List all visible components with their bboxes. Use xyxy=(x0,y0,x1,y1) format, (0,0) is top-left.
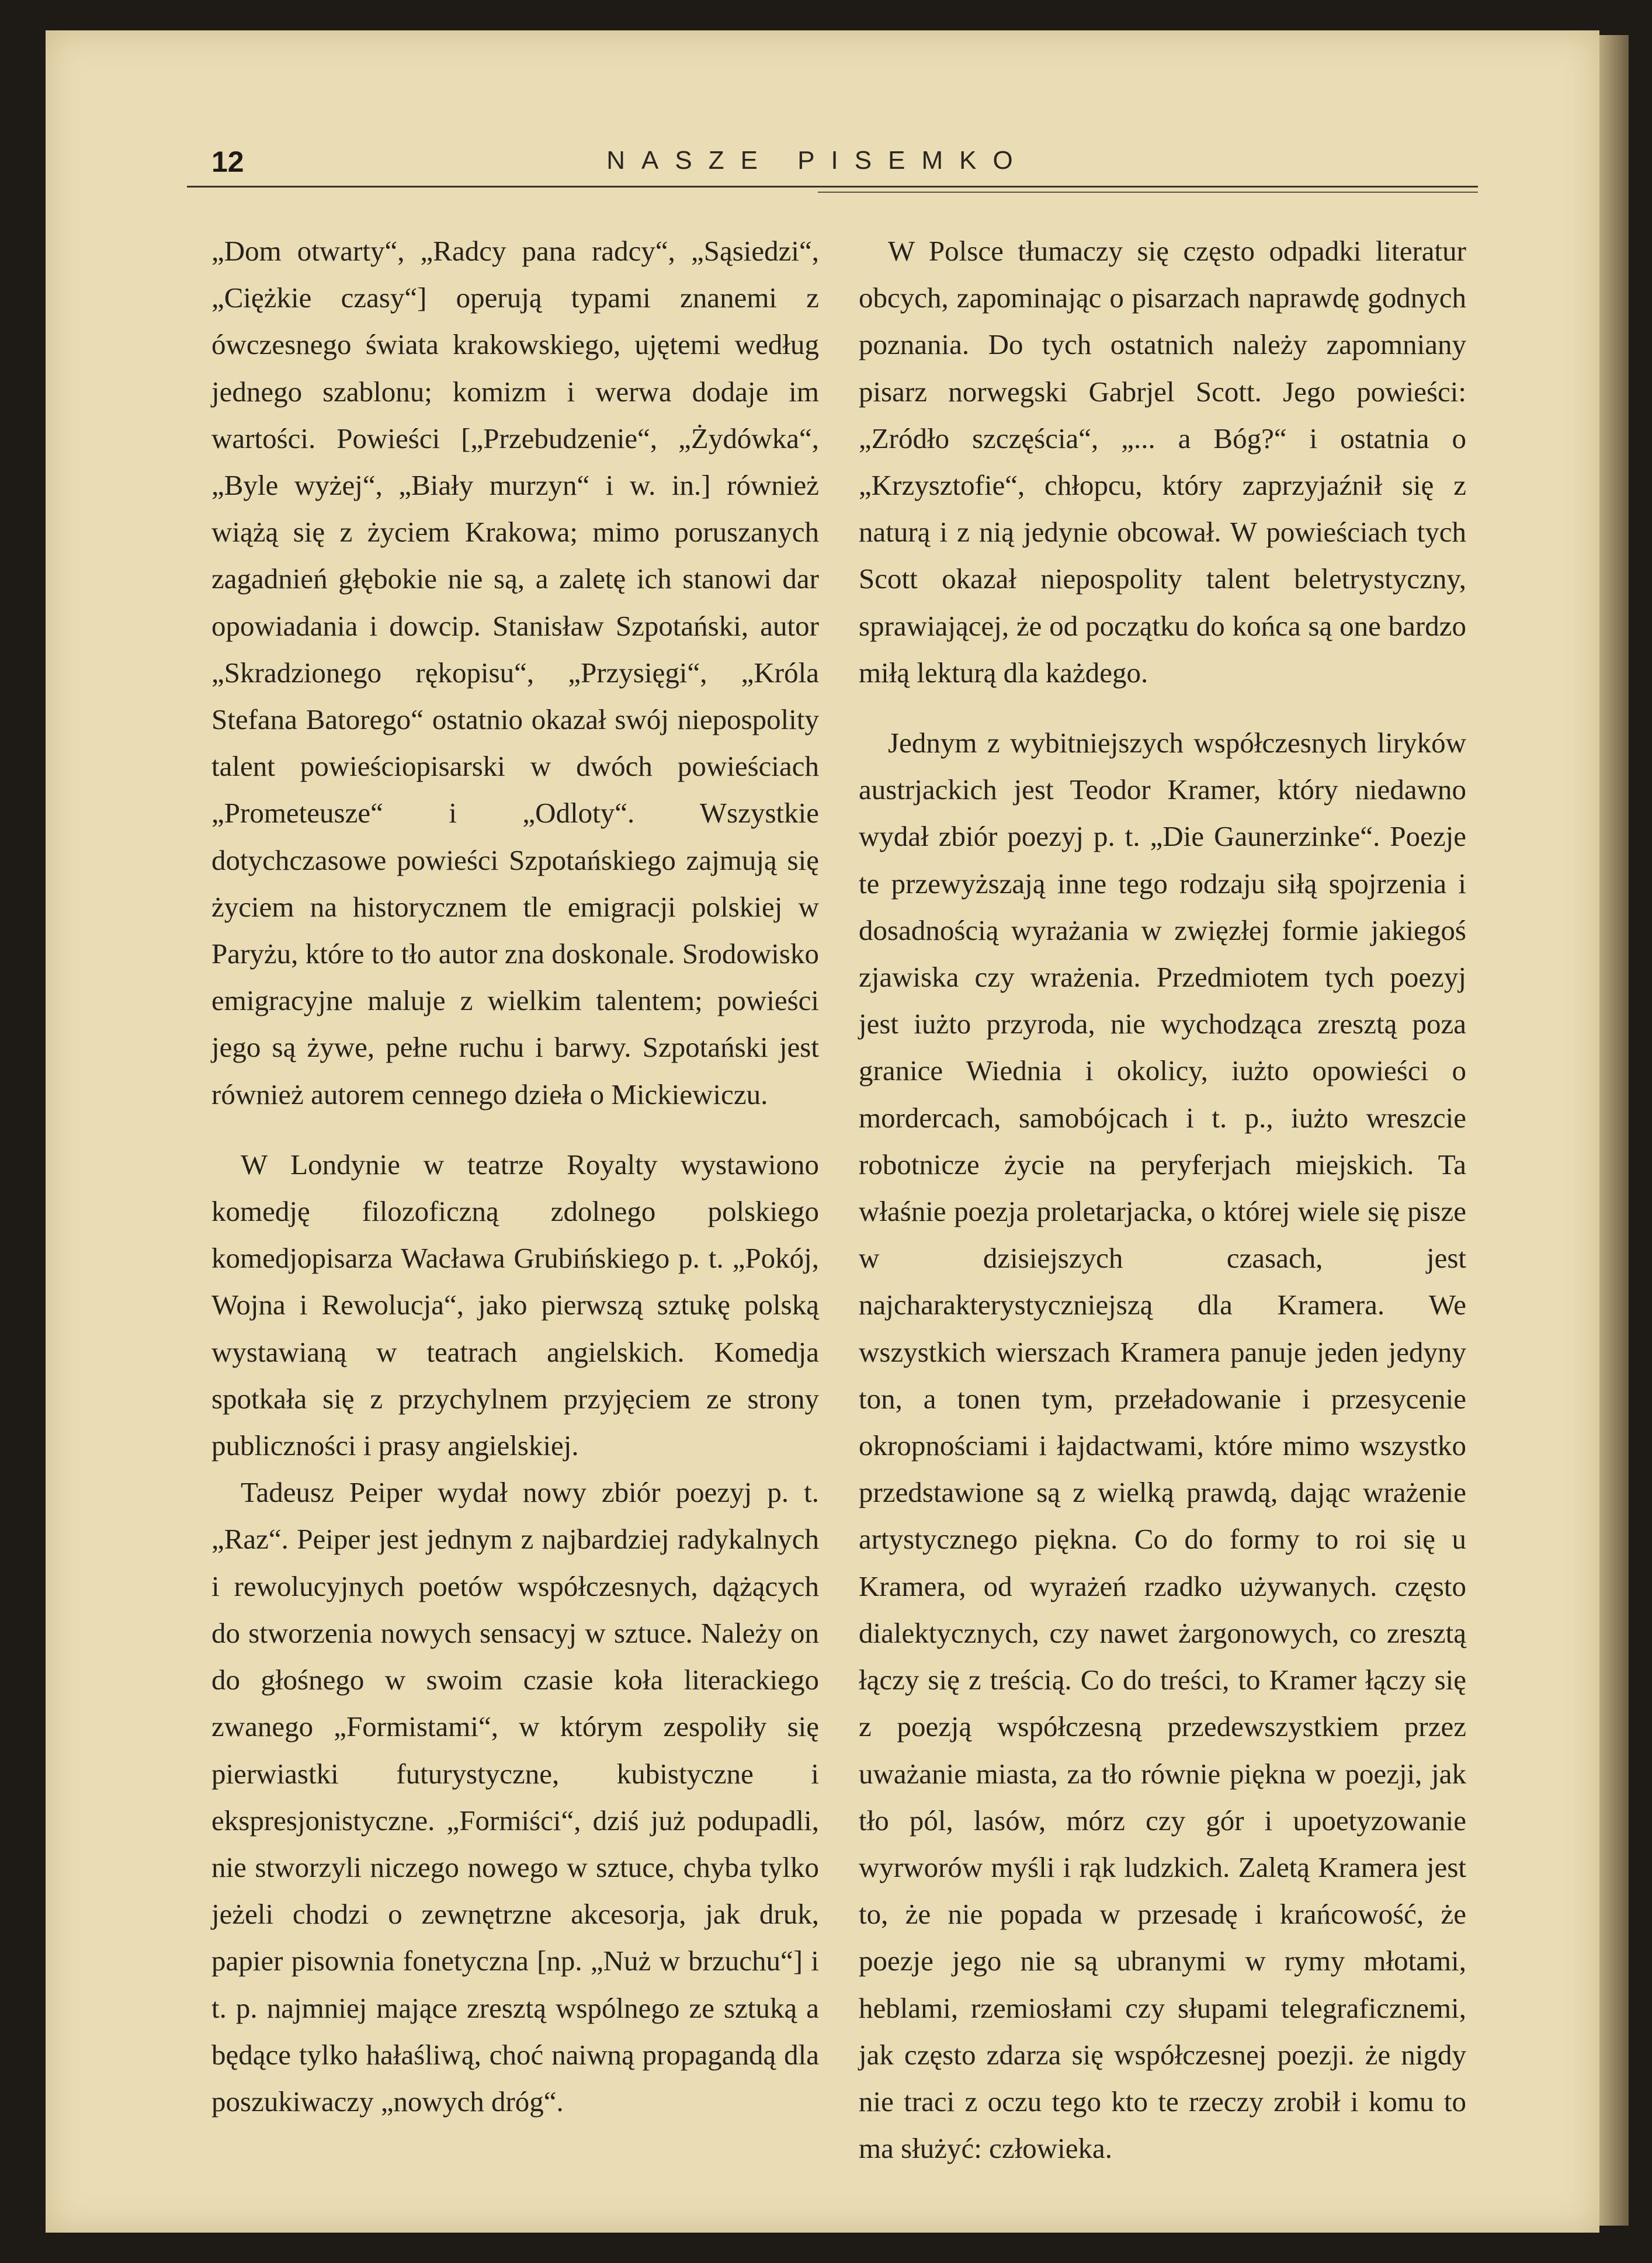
page-edge-shadow xyxy=(1599,35,1629,2226)
running-header xyxy=(158,138,1478,179)
journal-title: NASZE PISEMKO xyxy=(606,146,1029,175)
paragraph: Tadeusz Peiper wydał nowy zbiór poezyj p. t. „Raz“. Peiper jest jednym z najbardziej radykalnych i rewolucyjnych poetów współczesnych, dążących do stworzenia nowych sensacyj w sztuce. Należy on do głośnego w swoim czasie koła literackiego zwanego „Formistami“, w którym zespoliły się pierwiastki futurystyczne, kubistyczne i ekspresjonistyczne. „Formiści“, dziś już podupadli, nie stworzyli niczego nowego w sztuce, chyba tylko jeżeli chodzi o zewnętrzne akcesorja, jak druk, papier pisownia fonetyczna [np. „Nuż w brzuchu“] i t. p. najmniej mające zresztą wspólnego ze sztuką a będące tylko hałaśliwą, choć naiwną propagandą dla poszukiwaczy „nowych dróg“. xyxy=(211,1476,819,2118)
paragraph: W Polsce tłumaczy się często odpadki literatur obcych, zapominając o pisarzach naprawdę godnych poznania. Do tych ostatnich należy zapomniany pisarz norwegski Gabrjel Scott. Jego powieści: „Zródło szczęścia“, „... a Bóg?“ i ostatnia o „Krzysztofie“, chłopcu, który zaprzyjaźnił się z naturą i z nią jedynie obcował. W powieściach tych Scott okazał niepospolity talent beletrystyczny, sprawiającej, że od początku do końca są one bardzo miłą lekturą dla każdego. xyxy=(859,235,1466,689)
page-number: 12 xyxy=(211,145,244,178)
header-rule-secondary xyxy=(818,192,1478,193)
paragraph: „Dom otwarty“, „Radcy pana radcy“, „Sąsiedzi“, „Ciężkie czasy“] operują typami znanemi z ówczesnego świata krakowskiego, ujętemi według jednego szablonu; komizm i werwa dodaje im wartości. Powieści [„Przebudzenie“, „Żydówka“, „Byle wyżej“, „Biały murzyn“ i w. in.] również wiążą się z życiem Krakowa; mimo poruszanych zagadnień głębokie nie są, a zaletę ich stanowi dar opowiadania i dowcip. Stanisław Szpotański, autor „Skradzionego rękopisu“, „Przysięgi“, „Króla Stefana Batorego“ ostatnio okazał swój niepospolity talent powieściopisarski w dwóch powieściach „Prometeusze“ i „Odloty“. Wszystkie dotychczasowe powieści Szpotańskiego zajmują się życiem na historycznem tle emigracji polskiej w Paryżu, które to tło autor zna doskonale. Srodowisko emigracyjne maluje z wielkim talentem; powieści jego są żywe, pełne ruchu i barwy. Szpotański jest również autorem cennego dzieła o Mickiewiczu. xyxy=(211,235,819,1110)
paragraph: W Londynie w teatrze Royalty wystawiono komedję filozoficzną zdolnego polskiego komedjopisarza Wacława Grubińskiego p. t. „Pokój, Wojna i Rewolucja“, jako pierwszą sztukę polską wystawianą w teatrach angielskich. Komedja spotkała się z przychylnem przyjęciem ze strony publiczności i prasy angielskiej. xyxy=(211,1148,819,1462)
paragraph: Jednym z wybitniejszych współczesnych liryków austrjackich jest Teodor Kramer, który niedawno wydał zbiór poezyj p. t. „Die Gaunerzinke“. Poezje te przewyższają inne tego rodzaju siłą spojrzenia i dosadnością wyrażania w zwięzłej formie jakiegoś zjawiska czy wrażenia. Przedmiotem tych poezyj jest iużto przyroda, nie wychodząca zresztą poza granice Wiednia i okolicy, iużto opowieści o mordercach, samobójcach i t. p., iużto wreszcie robotnicze życie na peryferjach miejskich. Ta właśnie poezja proletarjacka, o której wiele się pisze w dzisiejszych czasach, jest najcharakterystyczniejszą dla Kramera. We wszystkich wierszach Kramera panuje jeden jedyny ton, a tonen tym, przeładowanie i przesycenie okropnościami i łajdactwami, które mimo wszystko przedstawione są z wielką prawdą, dając wrażenie artystycznego piękna. Co do formy to roi się u Kramera, od wyrażeń rzadko używanych. często dialektycznych, czy nawet żargonowych, co zresztą łączy się z treścią. Co do treści, to Kramer łączy się z poezją współczesną przedewszystkiem przez uważanie miasta, za tło równie piękna w poezji, jak tło pól, lasów, mórz czy gór i upoetyzowanie wyrworów myśli i rąk ludzkich. Zaletą Kramera jest to, że nie popada w przesadę i krańcowość, że poezje jego nie są ubranymi w rymy młotami, heblami, rzemiosłami czy słupami telegraficznemi, jak często zdarza się współczesnej poezji. że nigdy nie traci z oczu tego kto te rzeczy zrobił i komu to ma służyć: człowieka. xyxy=(859,727,1466,2165)
header-rule xyxy=(187,186,1478,188)
right-column xyxy=(859,228,1466,2172)
left-column xyxy=(211,228,819,2125)
